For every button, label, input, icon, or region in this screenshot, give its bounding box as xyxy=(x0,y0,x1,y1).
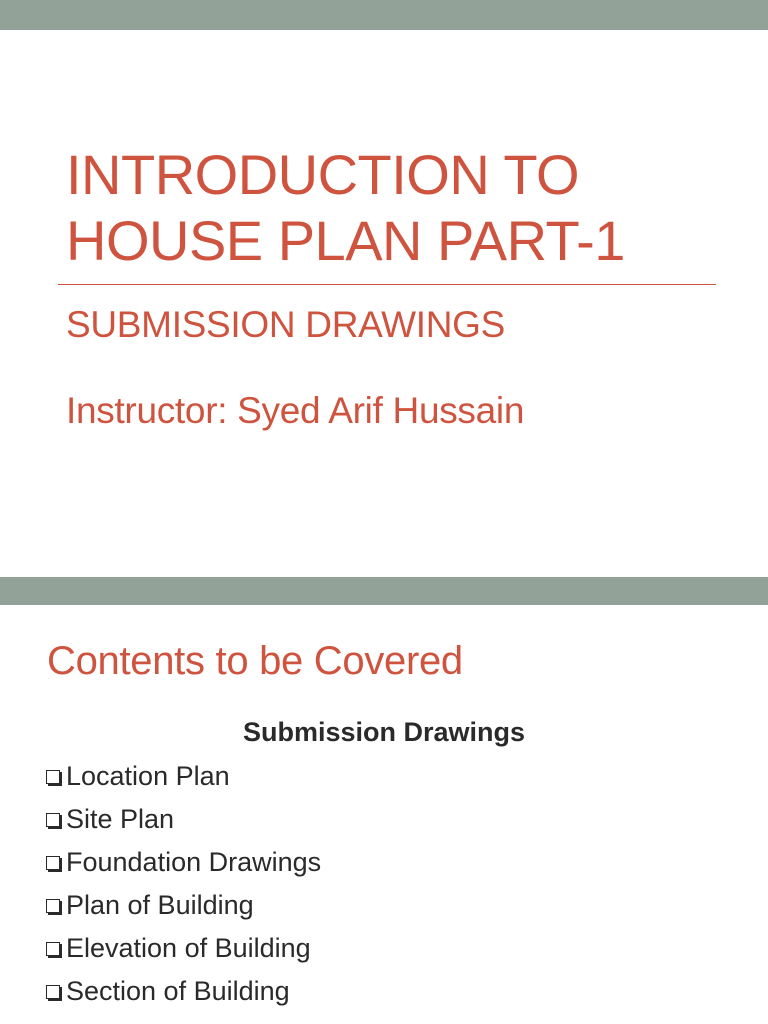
hollow-square-bullet-icon xyxy=(46,770,60,784)
list-item-label: Plan of Building xyxy=(66,890,254,920)
list-item-label: Elevation of Building xyxy=(66,933,311,963)
list-item xyxy=(46,758,321,801)
slide-title-line-2: HOUSE PLAN PART-1 xyxy=(66,209,625,272)
slide-subtitle: SUBMISSION DRAWINGS xyxy=(66,304,506,345)
hollow-square-bullet-icon xyxy=(46,899,60,913)
instructor-name: Instructor: Syed Arif Hussain xyxy=(66,390,525,431)
list-item-label: Site Plan xyxy=(66,804,175,834)
hollow-square-bullet-icon xyxy=(46,813,60,827)
hollow-square-bullet-icon xyxy=(46,942,60,956)
list-item xyxy=(46,887,321,930)
list-item xyxy=(46,801,321,844)
slide-divider-band xyxy=(0,577,768,605)
contents-list xyxy=(46,758,321,1016)
slide-title xyxy=(66,142,706,274)
list-item xyxy=(46,844,321,887)
hollow-square-bullet-icon xyxy=(46,985,60,999)
list-item-label: Foundation Drawings xyxy=(66,847,322,877)
list-item-label: Location Plan xyxy=(66,761,230,791)
title-slide xyxy=(0,30,768,577)
list-item xyxy=(46,973,321,1016)
title-divider-line xyxy=(58,284,716,285)
list-item xyxy=(46,930,321,973)
slide-title-line-1: INTRODUCTION TO xyxy=(66,143,580,206)
top-band xyxy=(0,0,768,30)
list-item-label: Section of Building xyxy=(66,976,290,1006)
contents-slide xyxy=(0,605,768,1024)
contents-title: Contents to be Covered xyxy=(47,639,463,683)
hollow-square-bullet-icon xyxy=(46,856,60,870)
section-heading: Submission Drawings xyxy=(242,717,526,747)
